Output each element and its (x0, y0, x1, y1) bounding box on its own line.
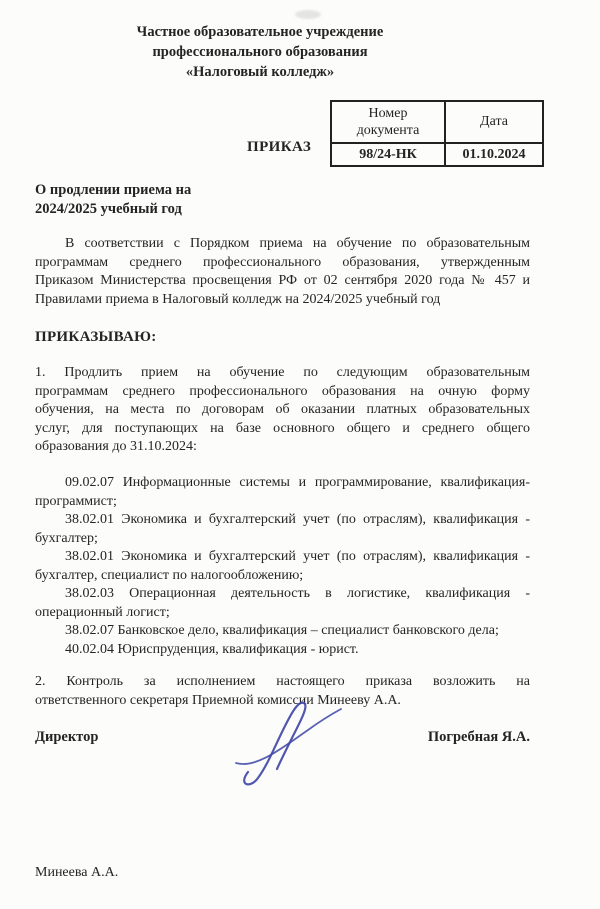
text-line: В соответствии с Порядком приема на обучение по образовательным (65, 236, 530, 251)
text-line: «Налоговый колледж» (185, 64, 335, 80)
text-line: программам среднего профессионального образования, утвержденным (35, 254, 530, 270)
text-line: 09.02.07 Информационные системы и программирование, квалификация- (65, 475, 530, 490)
signer-name: Погребная Я.А. (427, 729, 530, 745)
text-line: Приказом Министерства просвещения РФ от 02 сентября 2020 года № 457 и (35, 273, 530, 288)
footer-executor-name: Минеева А.А. (35, 865, 119, 880)
text-line: Правилами приема в Налоговый колледж на 2024/2025 учебный год (35, 291, 441, 307)
order-item-1 (35, 364, 530, 457)
text-line: операционный логист; (35, 604, 170, 620)
text-line: ответственного секретаря Приемной комиссии Минееву А.А. (35, 692, 401, 708)
text-line: 1. Продлить прием на обучение по следующим образовательным (35, 365, 530, 380)
text-line: 38.02.07 Банковское дело, квалификация – специалист банковского дела; (65, 623, 499, 638)
number-header-cell: Номер документа (331, 101, 445, 143)
document-date-value: 01.10.2024 (445, 143, 543, 166)
handwritten-signature-icon (230, 690, 348, 790)
text-line: 38.02.01 Экономика и бухгалтерский учет (по отраслям), квалификация - (65, 512, 530, 527)
text-line: услуг, для поступающих на базе основного общего и среднего общего (35, 420, 530, 436)
text-line: образования до 31.10.2024: (35, 439, 197, 454)
text-line: О продлении приема на (35, 182, 192, 198)
text-line: программист; (35, 493, 117, 509)
text-line: 38.02.03 Операционная деятельность в логистике, квалификация - (65, 586, 530, 601)
text-line: программам среднего профессионального образования на очную форму (35, 383, 530, 399)
text-line: обучения, на места по договорам об оказании платных образовательных (35, 402, 530, 417)
order-info-table (330, 100, 544, 167)
organization-name (35, 22, 485, 82)
resolve-heading: ПРИКАЗЫВАЮ: (35, 329, 157, 345)
text-line: бухгалтер, специалист по налогообложению; (35, 567, 304, 583)
text-line: 40.02.04 Юриспруденция, квалификация - юрист. (65, 641, 359, 657)
text-line: Частное образовательное учреждение (136, 24, 384, 40)
text-line: 2. Контроль за исполнением настоящего приказа возложить на (35, 674, 530, 689)
order-subject (35, 181, 335, 218)
text-line: 38.02.01 Экономика и бухгалтерский учет (по отраслям), квалификация - (65, 549, 530, 564)
signer-role: Директор (35, 729, 99, 745)
document-number-value: 98/24-НК (331, 143, 445, 166)
text-line: 2024/2025 учебный год (35, 200, 182, 217)
document-type-label: ПРИКАЗ (247, 139, 312, 155)
scan-artifact (295, 10, 321, 19)
program-list (35, 474, 530, 659)
intro-paragraph (35, 235, 530, 309)
table-header-row (331, 101, 543, 143)
date-header-cell: Дата (445, 101, 543, 143)
signature-stroke-loop (244, 703, 305, 785)
text-line: профессионального образования (152, 44, 368, 60)
table-value-row (331, 143, 543, 166)
text-line: бухгалтер; (35, 530, 98, 546)
